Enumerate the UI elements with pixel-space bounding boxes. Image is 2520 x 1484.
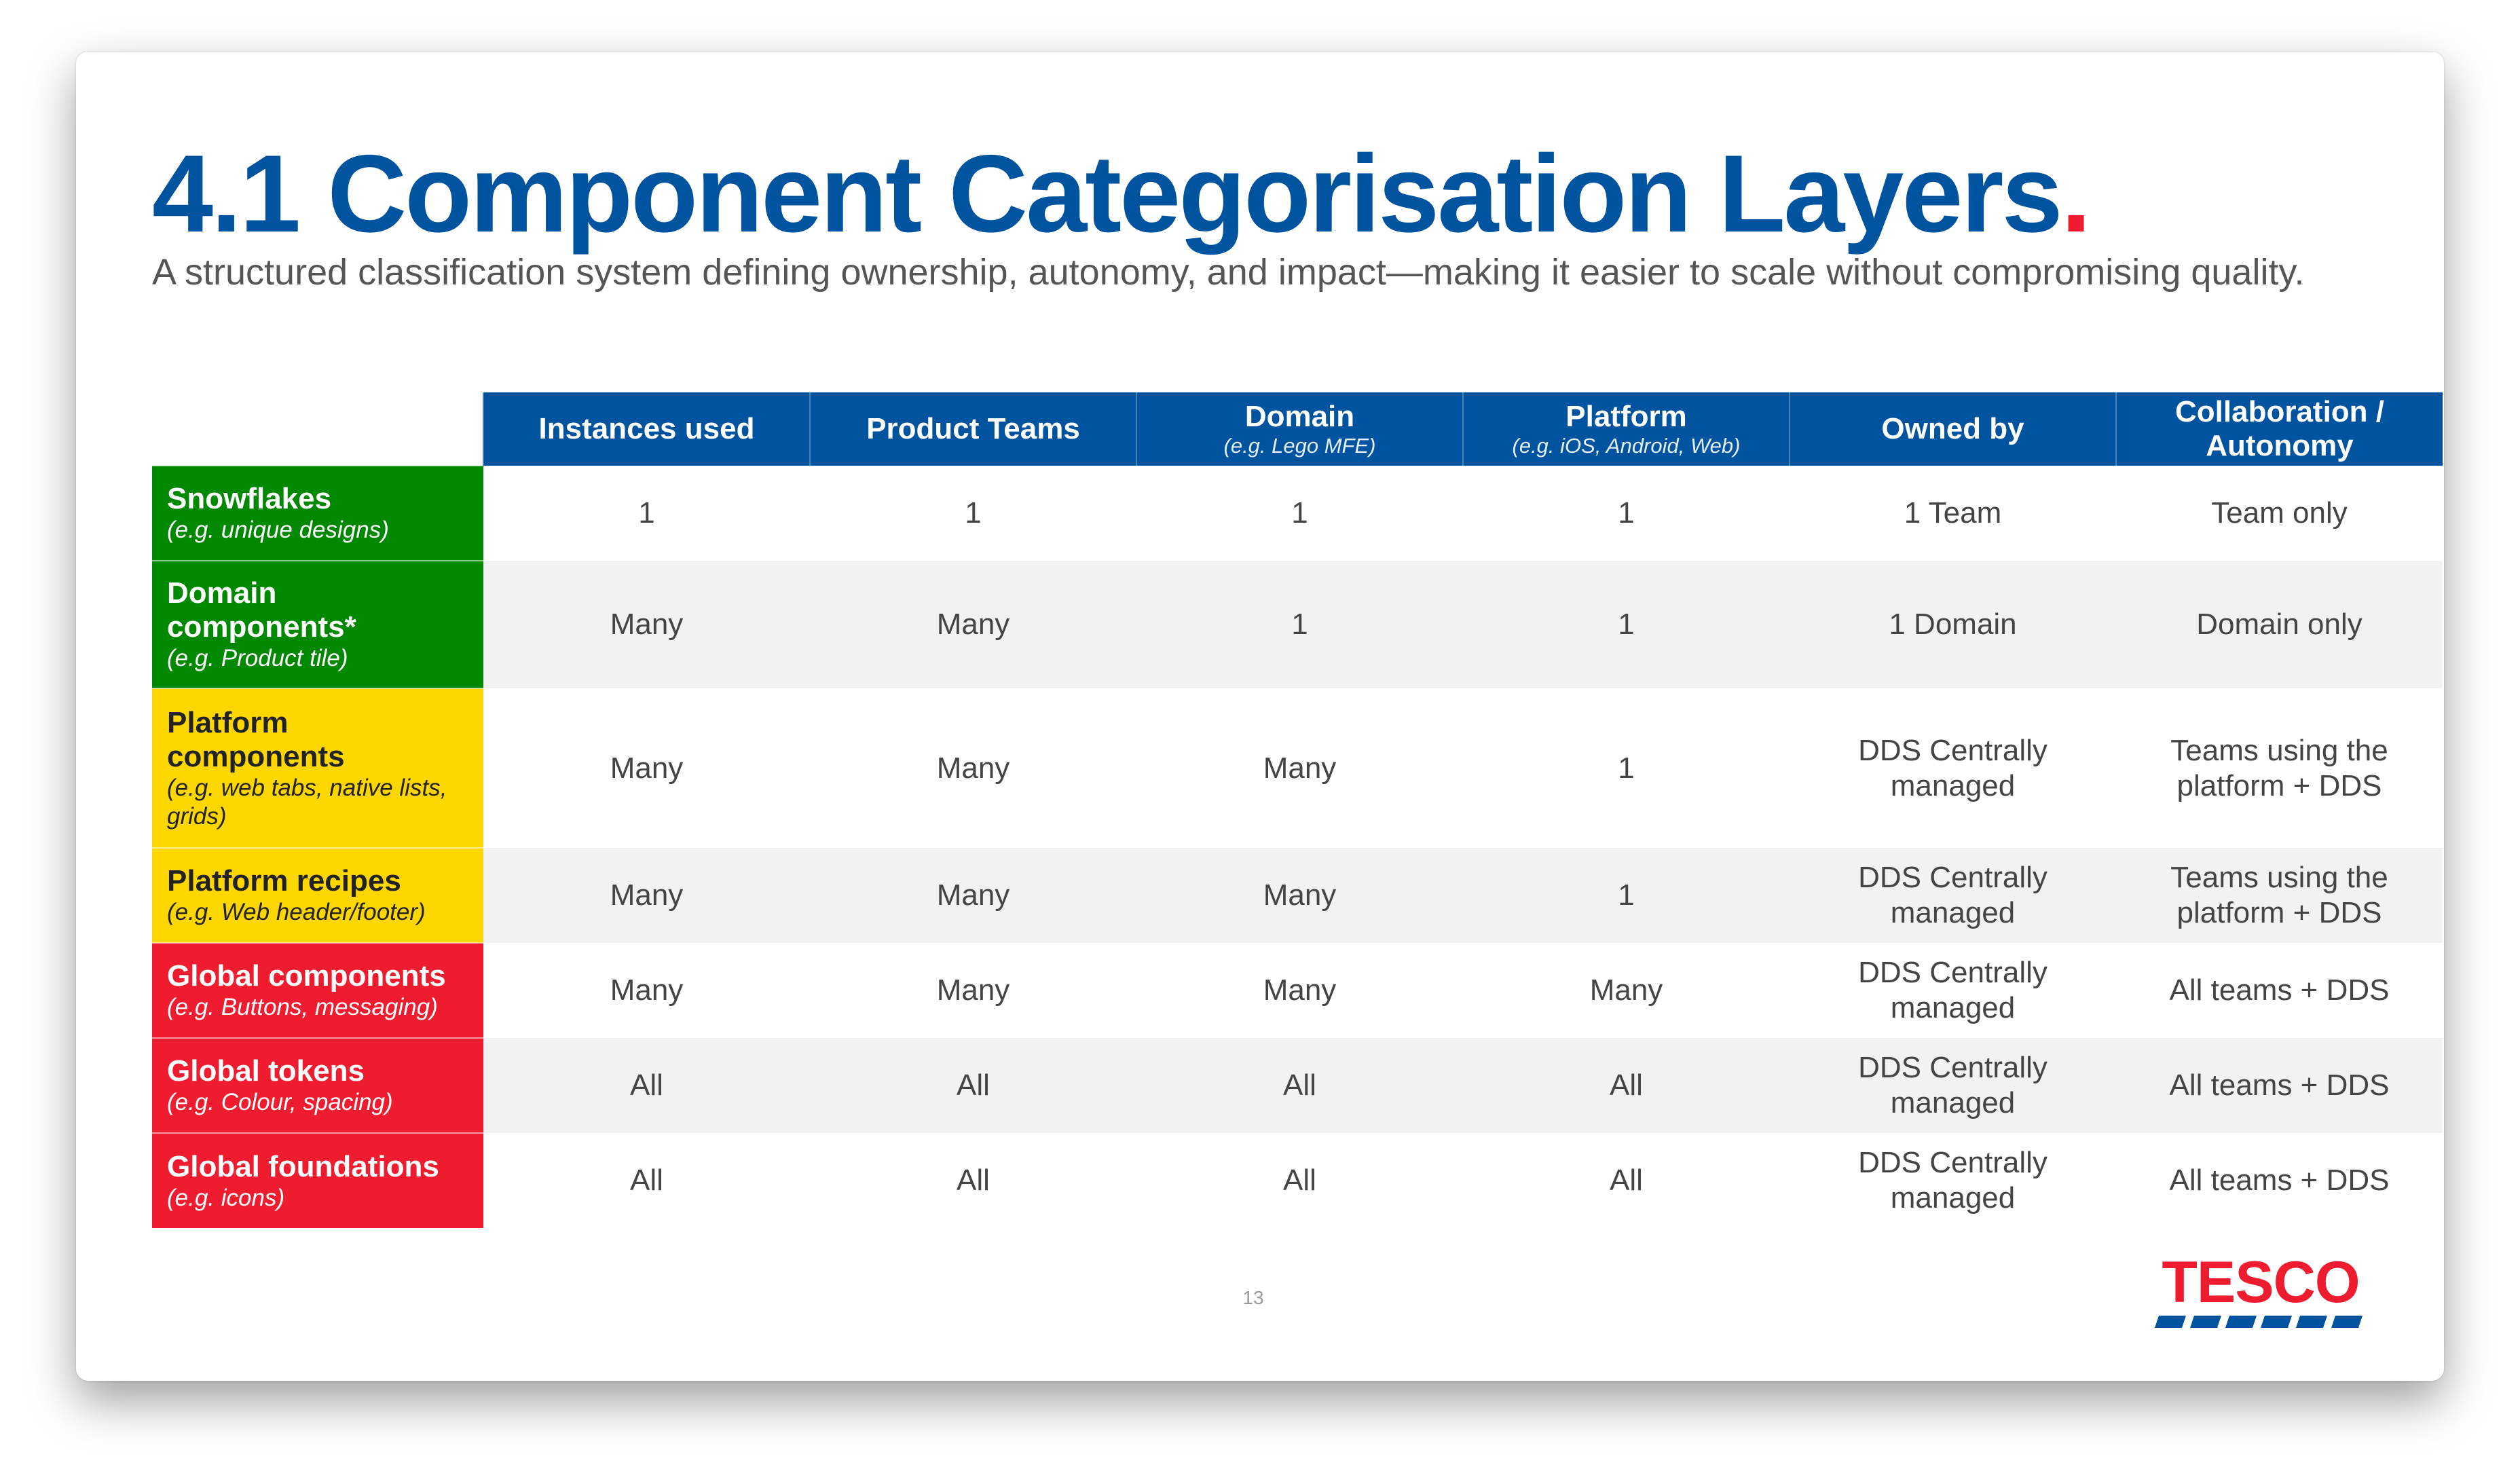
title-dot: . [2060,132,2090,255]
table-cell: DDS Centrally managed [1858,956,2048,1024]
table-cell: Many [483,561,810,688]
table-cell: All [1283,1164,1316,1197]
table-cell: Many [1263,751,1337,785]
logo-wordmark: TESCO [2162,1250,2360,1315]
table-cell: Many [936,973,1010,1007]
table-cell: 1 [638,496,655,530]
table-cell: All [630,1164,663,1197]
table-cell: All teams + DDS [2116,1038,2443,1133]
table-cell: 1 Team [1904,496,2002,530]
table-cell: 1 [1463,848,1790,943]
table-cell: DDS Centrally managed [1790,1038,2116,1133]
table-cell: 1 [1618,496,1635,530]
row-label: Global components [167,959,446,993]
col-header-label: Collaboration / Autonomy [2175,395,2384,462]
table-cell: Many [483,848,810,943]
table-cell: All [810,1038,1136,1133]
table-cell: Many [1136,848,1463,943]
logo-stripes-icon [2153,1316,2368,1328]
table-cell: All teams + DDS [2169,973,2390,1007]
col-header-owned-by [1790,392,2116,466]
row-header-domain-components [152,561,483,688]
table-row-global-components [152,943,2443,1038]
row-label: Platform components [167,705,345,773]
row-sublabel: (e.g. Buttons, messaging) [167,994,438,1020]
col-header-instances [483,392,810,466]
table-cell: Many [610,751,684,785]
table-cell: Many [810,848,1136,943]
row-header-global-foundations [152,1133,483,1228]
table-row-global-tokens [152,1038,2443,1133]
table-cell: Many [936,751,1010,785]
table-row-platform-components [152,688,2443,848]
header-row [152,392,2443,466]
row-sublabel: (e.g. Product tile) [167,645,348,671]
row-header-platform-recipes [152,848,483,943]
corner-cell [152,392,483,466]
table-cell: All [483,1038,810,1133]
col-header-label: Platform [1565,400,1687,433]
col-header-product-teams [810,392,1136,466]
row-header-global-tokens [152,1038,483,1133]
col-header-label: Instances used [538,412,755,445]
row-header-snowflakes [152,466,483,561]
table-cell: 1 [1136,561,1463,688]
page-subtitle: A structured classification system defining ownership, autonomy, and impact—making it easier to scale without compromising quality. [152,252,2305,293]
row-sublabel: (e.g. icons) [167,1184,285,1211]
row-sublabel: (e.g. Colour, spacing) [167,1089,393,1115]
col-header-domain [1136,392,1463,466]
table-cell: DDS Centrally managed [1858,1146,2048,1214]
table-cell: Domain only [2116,561,2443,688]
table-row-domain-components [152,561,2443,688]
page-number: 13 [1242,1287,1264,1308]
table-row-snowflakes [152,466,2443,561]
title-text: 4.1 Component Categorisation Layers [152,132,2061,255]
slide [76,52,2444,1381]
col-header-platform [1463,392,1790,466]
table-cell: Many [1263,973,1337,1007]
table-cell: Many [610,973,684,1007]
table-cell: All [1136,1038,1463,1133]
col-header-sublabel: (e.g. Lego MFE) [1223,434,1376,458]
col-header-label: Owned by [1881,412,2024,445]
row-sublabel: (e.g. Web header/footer) [167,899,426,925]
table-cell: Teams using the platform + DDS [2116,848,2443,943]
table-cell: Teams using the platform + DDS [2170,733,2388,802]
table-row-platform-recipes [152,848,2443,943]
table-cell: Many [810,561,1136,688]
table-row-global-foundations [152,1133,2443,1228]
tesco-logo [2153,1250,2368,1328]
row-label: Platform recipes [167,864,401,897]
table-cell: DDS Centrally managed [1858,733,2048,802]
row-label: Global foundations [167,1149,439,1183]
table-cell: 1 [1291,496,1308,530]
col-header-collaboration [2116,392,2443,466]
table-cell: All [1463,1038,1790,1133]
page-title [152,126,2090,262]
col-header-label: Domain [1244,400,1355,433]
table-cell: 1 [1463,561,1790,688]
row-label: Global tokens [167,1054,365,1088]
table-cell: All [1610,1164,1643,1197]
col-header-label: Product Teams [866,412,1080,445]
col-header-sublabel: (e.g. iOS, Android, Web) [1512,434,1741,458]
table-cell: Team only [2211,496,2348,530]
row-sublabel: (e.g. web tabs, native lists, grids) [167,774,447,830]
row-label: Snowflakes [167,482,332,515]
row-sublabel: (e.g. unique designs) [167,517,389,543]
row-header-platform-components [152,688,483,848]
table-cell: Many [1589,973,1663,1007]
table-cell: DDS Centrally managed [1790,848,2116,943]
table-cell: All teams + DDS [2169,1164,2390,1197]
row-label: Domain components* [167,576,356,644]
table-cell: 1 [965,496,982,530]
table-cell: 1 [1618,751,1635,785]
categorisation-table [152,392,2443,1228]
table-cell: 1 Domain [1790,561,2116,688]
row-header-global-components [152,943,483,1038]
table-cell: All [957,1164,990,1197]
